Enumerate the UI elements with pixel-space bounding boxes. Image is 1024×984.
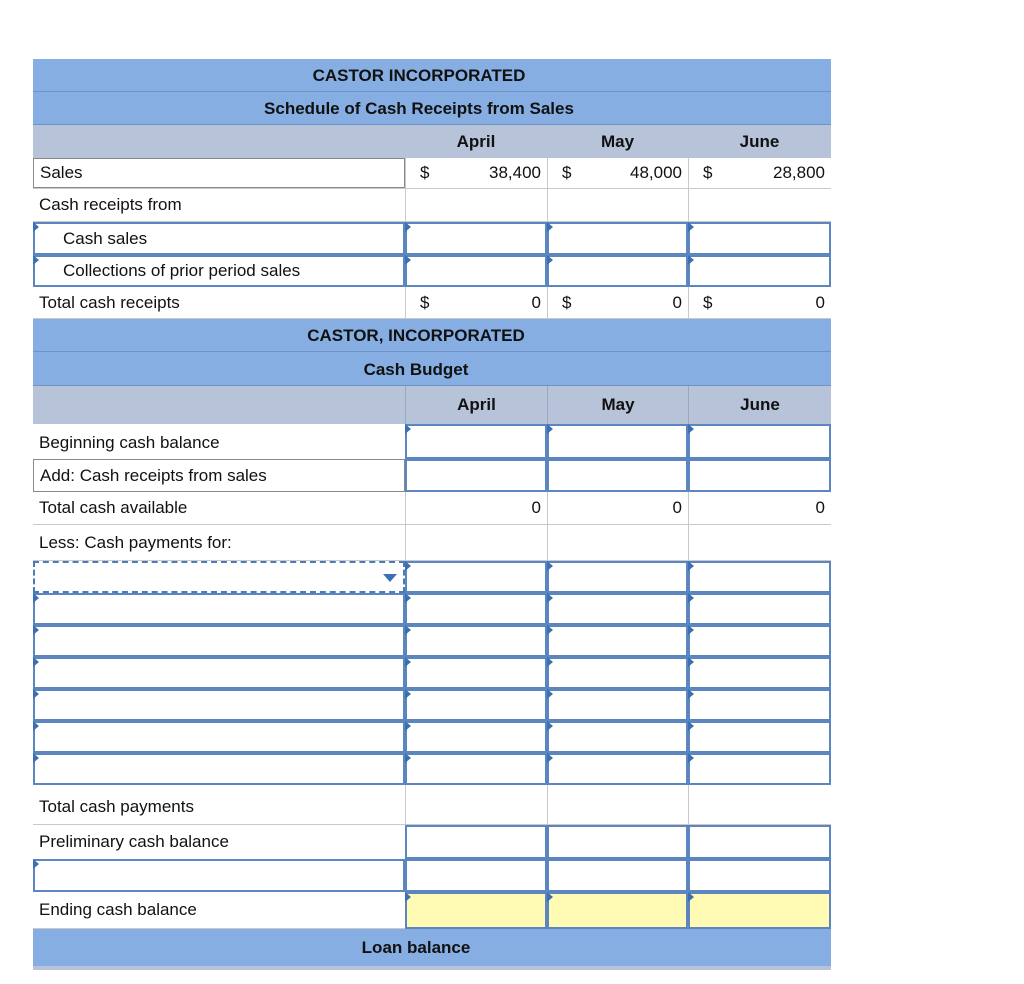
schedule-title-banner xyxy=(33,92,831,125)
loan-balance-title: Loan balance xyxy=(361,938,471,957)
schedule-company-banner xyxy=(33,59,831,92)
payment-category-select[interactable] xyxy=(33,753,405,785)
cash-sales-label-dropdown[interactable] xyxy=(33,222,405,255)
schedule-month-may: May xyxy=(600,131,635,151)
total-receipts-june-value: 0 xyxy=(815,292,825,312)
ending-cash-row xyxy=(33,892,831,929)
cash-sales-april-input[interactable] xyxy=(405,222,547,255)
schedule-month-header xyxy=(33,125,831,158)
payment-row xyxy=(33,753,831,785)
loan-balance-header-strip xyxy=(33,966,831,970)
total-receipts-april-value: 0 xyxy=(531,292,541,312)
currency-symbol: $ xyxy=(420,163,430,182)
total-available-april: 0 xyxy=(405,492,547,524)
sales-label: Sales xyxy=(33,158,405,188)
budget-month-header xyxy=(33,386,831,424)
financing-may-input[interactable] xyxy=(547,859,688,892)
add-receipts-april-input[interactable] xyxy=(405,459,547,492)
sales-row xyxy=(33,158,831,189)
payment-row xyxy=(33,625,831,657)
preliminary-balance-label: Preliminary cash balance xyxy=(39,832,229,851)
less-payments-row xyxy=(33,525,831,561)
payment-category-select[interactable] xyxy=(33,689,405,721)
input-marker-icon xyxy=(688,689,694,699)
payment-june-input[interactable] xyxy=(688,689,831,721)
input-marker-icon xyxy=(405,753,411,763)
input-marker-icon xyxy=(33,721,39,731)
payment-june-input[interactable] xyxy=(688,561,831,593)
beginning-cash-june-input[interactable] xyxy=(688,424,831,459)
input-marker-icon xyxy=(33,753,39,763)
preliminary-balance-row xyxy=(33,825,831,859)
input-marker-icon xyxy=(405,255,411,265)
total-cash-receipts-row xyxy=(33,287,831,319)
financing-april-input[interactable] xyxy=(405,859,547,892)
financing-row xyxy=(33,859,831,892)
input-marker-icon xyxy=(547,255,553,265)
empty-cell xyxy=(547,189,688,221)
preliminary-april-input[interactable] xyxy=(405,825,547,859)
payment-category-select[interactable] xyxy=(33,593,405,625)
payment-category-select[interactable] xyxy=(33,657,405,689)
budget-title: Cash Budget xyxy=(363,360,469,379)
total-available-may: 0 xyxy=(547,492,688,524)
payment-may-input[interactable] xyxy=(547,753,688,785)
total-payments-april xyxy=(405,785,547,824)
ending-cash-april-input[interactable] xyxy=(405,892,547,929)
input-marker-icon xyxy=(33,593,39,603)
cash-sales-may-input[interactable] xyxy=(547,222,688,255)
payment-row xyxy=(33,593,831,625)
preliminary-may-input[interactable] xyxy=(547,825,688,859)
sales-april xyxy=(405,158,547,188)
sales-june-value: 28,800 xyxy=(773,163,825,182)
input-marker-icon xyxy=(33,689,39,699)
add-receipts-may-input[interactable] xyxy=(547,459,688,492)
schedule-month-june: June xyxy=(739,131,780,151)
less-payments-label: Less: Cash payments for: xyxy=(39,532,232,552)
schedule-month-april: April xyxy=(456,131,496,151)
payment-april-input[interactable] xyxy=(405,721,547,753)
total-available-june: 0 xyxy=(688,492,831,524)
input-marker-icon xyxy=(547,753,553,763)
input-marker-icon xyxy=(547,561,553,571)
input-marker-icon xyxy=(688,424,694,434)
chevron-down-icon xyxy=(383,574,397,582)
payment-june-input[interactable] xyxy=(688,721,831,753)
schedule-title: Schedule of Cash Receipts from Sales xyxy=(264,99,574,118)
collections-label: Collections of prior period sales xyxy=(63,261,301,280)
input-marker-icon xyxy=(405,721,411,731)
input-marker-icon xyxy=(405,561,411,571)
payment-row xyxy=(33,689,831,721)
payment-june-input[interactable] xyxy=(688,593,831,625)
beginning-cash-label: Beginning cash balance xyxy=(39,433,220,452)
currency-symbol: $ xyxy=(562,163,572,182)
total-payments-may xyxy=(547,785,688,824)
collections-row xyxy=(33,255,831,287)
input-marker-icon xyxy=(547,424,553,434)
empty-cell xyxy=(547,525,688,560)
empty-cell xyxy=(688,189,831,221)
schedule-company-name: CASTOR INCORPORATED xyxy=(312,66,526,85)
input-marker-icon xyxy=(547,689,553,699)
collections-april-input[interactable] xyxy=(405,255,547,287)
cash-sales-label: Cash sales xyxy=(63,228,148,248)
input-marker-icon xyxy=(405,593,411,603)
input-marker-icon xyxy=(33,859,39,869)
input-marker-icon xyxy=(547,657,553,667)
currency-symbol: $ xyxy=(562,292,572,312)
budget-month-april: April xyxy=(405,386,547,424)
payment-category-select[interactable] xyxy=(33,561,405,593)
sales-april-value: 38,400 xyxy=(489,163,541,182)
payment-april-input[interactable] xyxy=(405,625,547,657)
payment-june-input[interactable] xyxy=(688,753,831,785)
payment-april-input[interactable] xyxy=(405,593,547,625)
add-receipts-june-input[interactable] xyxy=(688,459,831,492)
preliminary-june-input[interactable] xyxy=(688,825,831,859)
input-marker-icon xyxy=(33,222,39,232)
add-receipts-label: Add: Cash receipts from sales xyxy=(33,459,405,492)
payment-april-input[interactable] xyxy=(405,657,547,689)
cash-receipts-from-row xyxy=(33,189,831,222)
cash-budget-worksheet xyxy=(33,59,831,970)
payment-row xyxy=(33,657,831,689)
loan-balance-banner xyxy=(33,929,831,966)
input-marker-icon xyxy=(547,625,553,635)
total-receipts-may-value: 0 xyxy=(672,292,682,312)
budget-month-may: May xyxy=(547,386,688,424)
input-marker-icon xyxy=(688,753,694,763)
currency-symbol: $ xyxy=(703,163,713,182)
total-receipts-june xyxy=(688,287,831,318)
collections-june-input[interactable] xyxy=(688,255,831,287)
payment-june-input[interactable] xyxy=(688,657,831,689)
financing-category-select[interactable] xyxy=(33,859,405,892)
total-cash-payments-label: Total cash payments xyxy=(39,797,194,816)
total-cash-receipts-label: Total cash receipts xyxy=(39,292,180,312)
input-marker-icon xyxy=(405,424,411,434)
input-marker-icon xyxy=(688,255,694,265)
payment-may-input[interactable] xyxy=(547,561,688,593)
budget-company-name: CASTOR, INCORPORATED xyxy=(307,326,525,345)
ending-cash-label: Ending cash balance xyxy=(33,892,405,929)
sales-june xyxy=(688,158,831,188)
payment-may-input[interactable] xyxy=(547,657,688,689)
input-marker-icon xyxy=(688,561,694,571)
ending-cash-june-input[interactable] xyxy=(688,892,831,929)
input-marker-icon xyxy=(405,625,411,635)
total-cash-payments-row xyxy=(33,785,831,825)
payment-category-select[interactable] xyxy=(33,625,405,657)
cash-sales-row xyxy=(33,222,831,255)
input-marker-icon xyxy=(547,721,553,731)
sales-may-value: 48,000 xyxy=(630,163,682,182)
total-receipts-april xyxy=(405,287,547,318)
total-receipts-may xyxy=(547,287,688,318)
empty-cell xyxy=(405,189,547,221)
beginning-cash-may-input[interactable] xyxy=(547,424,688,459)
input-marker-icon xyxy=(547,892,553,902)
input-marker-icon xyxy=(405,892,411,902)
input-marker-icon xyxy=(688,657,694,667)
currency-symbol: $ xyxy=(420,292,430,312)
input-marker-icon xyxy=(688,593,694,603)
empty-cell xyxy=(405,525,547,560)
payment-may-input[interactable] xyxy=(547,593,688,625)
beginning-cash-row xyxy=(33,424,831,459)
budget-title-banner xyxy=(33,352,831,386)
cash-sales-june-input[interactable] xyxy=(688,222,831,255)
payment-row xyxy=(33,721,831,753)
input-marker-icon xyxy=(33,657,39,667)
payment-may-input[interactable] xyxy=(547,689,688,721)
input-marker-icon xyxy=(688,721,694,731)
input-marker-icon xyxy=(547,593,553,603)
total-cash-available-label: Total cash available xyxy=(39,498,188,517)
payment-category-select[interactable] xyxy=(33,721,405,753)
input-marker-icon xyxy=(688,625,694,635)
input-marker-icon xyxy=(405,657,411,667)
ending-cash-may-input[interactable] xyxy=(547,892,688,929)
budget-company-banner xyxy=(33,319,831,352)
input-marker-icon xyxy=(688,222,694,232)
cash-receipts-from-label: Cash receipts from xyxy=(39,195,182,214)
budget-month-june: June xyxy=(688,386,831,424)
currency-symbol: $ xyxy=(703,292,713,312)
beginning-cash-april-input[interactable] xyxy=(405,424,547,459)
total-cash-available-row xyxy=(33,492,831,525)
empty-cell xyxy=(688,525,831,560)
payment-april-input[interactable] xyxy=(405,689,547,721)
input-marker-icon xyxy=(547,222,553,232)
payment-april-input[interactable] xyxy=(405,561,547,593)
sales-may xyxy=(547,158,688,188)
input-marker-icon xyxy=(688,892,694,902)
payment-may-input[interactable] xyxy=(547,721,688,753)
payment-row xyxy=(33,561,831,593)
add-receipts-row xyxy=(33,459,831,492)
collections-label-dropdown[interactable] xyxy=(33,255,405,287)
input-marker-icon xyxy=(405,222,411,232)
financing-june-input[interactable] xyxy=(688,859,831,892)
input-marker-icon xyxy=(33,255,39,265)
total-payments-june xyxy=(688,785,831,824)
input-marker-icon xyxy=(33,625,39,635)
payment-june-input[interactable] xyxy=(688,625,831,657)
input-marker-icon xyxy=(405,689,411,699)
collections-may-input[interactable] xyxy=(547,255,688,287)
payment-may-input[interactable] xyxy=(547,625,688,657)
payment-april-input[interactable] xyxy=(405,753,547,785)
